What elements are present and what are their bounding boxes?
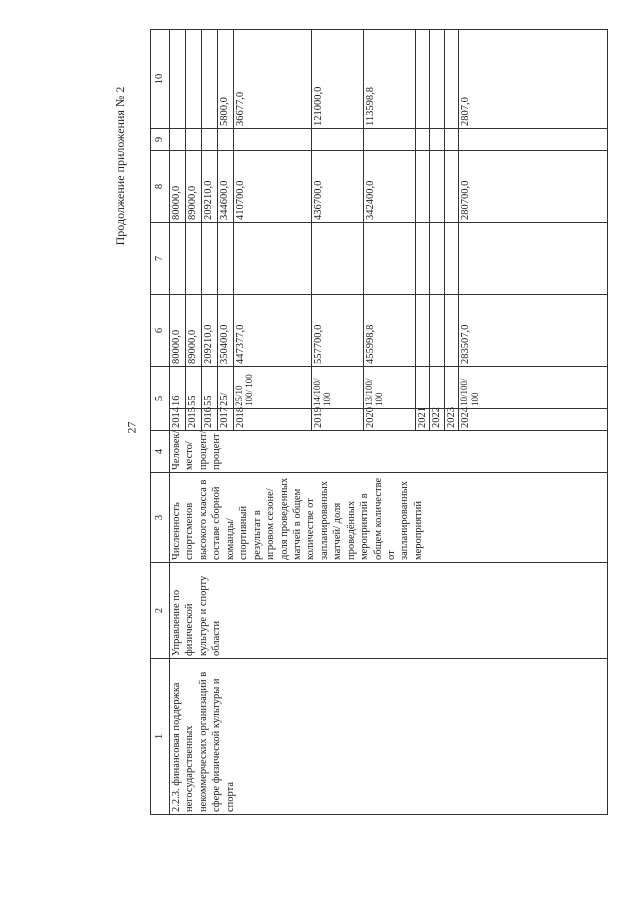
executor-cell: Управление по физической культуре и спорту области — [170, 563, 608, 659]
col9-cell — [170, 129, 186, 151]
col10-cell — [202, 30, 218, 129]
col10-cell: 5800,0 — [218, 30, 234, 129]
total-cell: 455998,8 — [364, 295, 416, 367]
col10-cell — [170, 30, 186, 129]
value-cell: 13/100/ 100 — [364, 367, 416, 409]
col-header-3: 3 — [151, 473, 170, 563]
col7-cell — [312, 223, 364, 295]
total-cell: 350400,0 — [218, 295, 234, 367]
col7-cell — [186, 223, 202, 295]
col9-cell — [186, 129, 202, 151]
col10-cell — [186, 30, 202, 129]
col-header-9: 9 — [151, 129, 170, 151]
col-header-2: 2 — [151, 563, 170, 659]
year-cell: 2023 — [444, 409, 458, 431]
col-header-5: 5 — [151, 367, 170, 431]
year-cell: 2022 — [430, 409, 444, 431]
col8-cell — [444, 151, 458, 223]
year-cell: 2018 — [234, 409, 312, 431]
col10-cell — [416, 30, 430, 129]
value-cell: 25/10 100/ 100 — [234, 367, 312, 409]
rotated-table-container — [150, 30, 608, 815]
col8-cell: 342400,0 — [364, 151, 416, 223]
col10-cell: 2807,0 — [459, 30, 608, 129]
col7-cell — [416, 223, 430, 295]
unit-cell: Человек/ место/ процент/ процент — [170, 431, 608, 473]
col8-cell: 436700,0 — [312, 151, 364, 223]
total-cell: 209210,0 — [202, 295, 218, 367]
col9-cell — [202, 129, 218, 151]
year-cell: 2017 — [218, 409, 234, 431]
col7-cell — [444, 223, 458, 295]
col-header-1: 1 — [151, 659, 170, 815]
value-cell — [444, 367, 458, 409]
year-cell: 2016 — [202, 409, 218, 431]
col-header-6: 6 — [151, 295, 170, 367]
col9-cell — [218, 129, 234, 151]
total-cell — [444, 295, 458, 367]
value-cell: 55 — [186, 367, 202, 409]
col9-cell — [312, 129, 364, 151]
col7-cell — [234, 223, 312, 295]
value-cell: 14/100/ 100 — [312, 367, 364, 409]
total-cell: 557700,0 — [312, 295, 364, 367]
col7-cell — [364, 223, 416, 295]
program-table — [150, 29, 608, 815]
year-cell: 2024 — [459, 409, 608, 431]
col7-cell — [170, 223, 186, 295]
col8-cell: 410700,0 — [234, 151, 312, 223]
col10-cell — [444, 30, 458, 129]
col8-cell: 344600,0 — [218, 151, 234, 223]
col10-cell: 121000,0 — [312, 30, 364, 129]
value-cell: 25/ — [218, 367, 234, 409]
total-cell — [416, 295, 430, 367]
col10-cell — [430, 30, 444, 129]
value-cell — [430, 367, 444, 409]
col9-cell — [416, 129, 430, 151]
col9-cell — [234, 129, 312, 151]
col8-cell: 209210,0 — [202, 151, 218, 223]
year-cell: 2014 — [170, 409, 186, 431]
value-cell: 16 — [170, 367, 186, 409]
col8-cell — [430, 151, 444, 223]
year-cell: 2021 — [416, 409, 430, 431]
indicator-cell: Численность спортсменов высокого класса в составе сборной команды/ спортивный результат в игровом сезоне/ доля проведенных матчей в общем количестве от запланированных матчей/ доля проведённых мероприятий в общем количестве от запланированных мероприятий — [170, 473, 608, 563]
col7-cell — [202, 223, 218, 295]
col8-cell: 80000,0 — [170, 151, 186, 223]
col8-cell: 89000,0 — [186, 151, 202, 223]
col-header-7: 7 — [151, 223, 170, 295]
table-row — [170, 30, 186, 815]
col-header-10: 10 — [151, 30, 170, 129]
continuation-title: Продолжение приложения № 2 — [113, 86, 127, 246]
total-cell: 283507,0 — [459, 295, 608, 367]
col8-cell: 280700,0 — [459, 151, 608, 223]
value-cell: 55 — [202, 367, 218, 409]
total-cell: 89000,0 — [186, 295, 202, 367]
year-cell: 2020 — [364, 409, 416, 431]
total-cell: 447377,0 — [234, 295, 312, 367]
table-body — [170, 30, 608, 815]
col9-cell — [364, 129, 416, 151]
total-cell — [430, 295, 444, 367]
col7-cell — [459, 223, 608, 295]
year-cell: 2015 — [186, 409, 202, 431]
col10-cell: 113598,8 — [364, 30, 416, 129]
measure-cell: 2.2.3. финансовая поддержка негосударственных некоммерческих организаций в сфере физической культуры и спорта — [170, 659, 608, 815]
col9-cell — [459, 129, 608, 151]
value-cell: 10/100/ 100 — [459, 367, 608, 409]
year-cell: 2019 — [312, 409, 364, 431]
col7-cell — [430, 223, 444, 295]
page-number: 27 — [124, 421, 139, 434]
col9-cell — [430, 129, 444, 151]
header-row — [151, 30, 170, 815]
col-header-8: 8 — [151, 151, 170, 223]
col-header-4: 4 — [151, 431, 170, 473]
col7-cell — [218, 223, 234, 295]
col8-cell — [416, 151, 430, 223]
value-cell — [416, 367, 430, 409]
total-cell: 80000,0 — [170, 295, 186, 367]
col9-cell — [444, 129, 458, 151]
col10-cell: 36677,0 — [234, 30, 312, 129]
